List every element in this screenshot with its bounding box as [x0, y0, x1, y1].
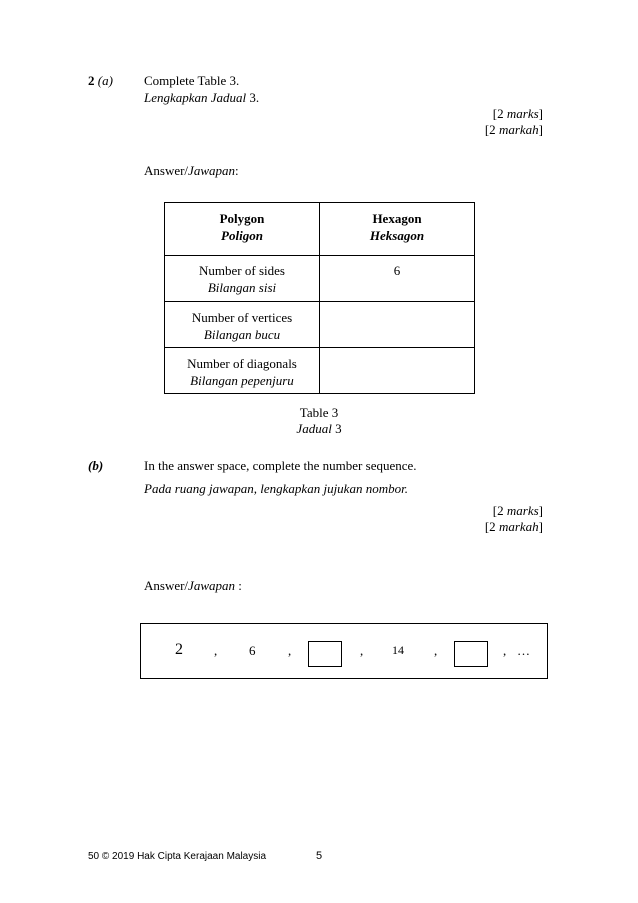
part-b-label: (b): [88, 458, 104, 473]
sequence-separator: ,: [288, 643, 292, 658]
marks-ms-close: ]: [538, 122, 543, 137]
marks-b-en-close: ]: [538, 503, 543, 518]
row-label-en: Number of vertices: [191, 310, 293, 325]
row-value: 6: [393, 263, 401, 278]
answer-label-colon: :: [235, 163, 239, 178]
answer-cell-diagonals[interactable]: [320, 348, 475, 394]
table-header-row: [165, 203, 475, 256]
header-cell-polygon: [165, 203, 320, 256]
row-label-ms: Bilangan pepenjuru: [190, 373, 294, 388]
marks-b-en: [493, 503, 543, 519]
question-number-text: 2: [88, 73, 95, 88]
footer-copyright: 50 © 2019 Hak Cipta Kerajaan Malaysia: [88, 851, 267, 862]
row-label-cell: [165, 302, 320, 348]
table-caption-ms-num: 3: [331, 421, 342, 436]
page-number: 5: [316, 850, 323, 862]
marks-en-word: marks: [506, 106, 539, 121]
answer-label-en: Answer/: [144, 163, 189, 178]
question-number: [88, 73, 113, 89]
instruction-b-en: In the answer space, complete the number sequence.: [144, 458, 417, 473]
polygon-table: [164, 202, 475, 394]
marks-en-close: ]: [538, 106, 543, 121]
marks-ms: [485, 122, 543, 138]
table-row: [165, 348, 475, 394]
row-label-en: Number of diagonals: [187, 356, 297, 371]
table-row: [165, 256, 475, 302]
instruction-b-ms: Pada ruang jawapan, lengkapkan jujukan nombor.: [144, 481, 408, 496]
marks-en: [493, 106, 543, 122]
sequence-separator: ,: [214, 643, 218, 658]
answer-label-b-colon: :: [235, 578, 242, 593]
table-caption-en: Table 3: [299, 405, 339, 420]
marks-b-en-word: marks: [506, 503, 539, 518]
sequence-answer-box: [140, 623, 548, 679]
sequence-blank-1[interactable]: [308, 641, 342, 667]
answer-label-b-en: Answer/: [144, 578, 189, 593]
answer-cell-vertices[interactable]: [320, 302, 475, 348]
marks-ms-word: markah: [498, 122, 539, 137]
sequence-separator: ,: [434, 643, 438, 658]
answer-label-b: [144, 578, 242, 594]
table-caption-ms: [0, 421, 638, 437]
row-label-cell: [165, 348, 320, 394]
table-caption-ms-word: Jadual: [296, 421, 332, 436]
sequence-term-3: 14: [392, 643, 404, 657]
sequence-blank-2[interactable]: [454, 641, 488, 667]
marks-en-open: [2: [492, 106, 507, 121]
row-value-cell: [320, 256, 475, 302]
header-cell-hexagon: [320, 203, 475, 256]
header-polygon-en: Polygon: [219, 211, 265, 226]
marks-ms-open: [2: [484, 122, 499, 137]
sequence-term-2: 6: [249, 643, 256, 658]
answer-label-a: [144, 163, 239, 179]
instruction-ms: [144, 90, 259, 106]
sequence-separator: ,: [503, 643, 507, 658]
row-label-en: Number of sides: [199, 263, 285, 278]
header-hexagon-ms: Heksagon: [369, 228, 425, 243]
sequence-separator: ,: [360, 643, 364, 658]
marks-b-ms-word: markah: [498, 519, 539, 534]
instruction-en: Complete Table 3.: [144, 73, 240, 88]
header-polygon-ms: Poligon: [221, 228, 263, 243]
header-hexagon-en: Hexagon: [372, 211, 422, 226]
answer-label-ms: Jawapan: [188, 163, 235, 178]
row-label-ms: Bilangan sisi: [207, 280, 277, 295]
marks-b-en-open: [2: [492, 503, 507, 518]
part-a-label: (a): [97, 73, 113, 88]
instruction-ms-num: 3.: [246, 90, 260, 105]
marks-b-ms: [485, 519, 543, 535]
marks-b-ms-close: ]: [538, 519, 543, 534]
marks-b-ms-open: [2: [484, 519, 499, 534]
row-label-ms: Bilangan bucu: [203, 327, 281, 342]
answer-label-b-ms: Jawapan: [188, 578, 235, 593]
row-label-cell: [165, 256, 320, 302]
sequence-ellipsis: …: [517, 643, 530, 658]
sequence-term-1: 2: [175, 641, 183, 658]
table-row: [165, 302, 475, 348]
instruction-ms-text: Lengkapkan Jadual: [144, 90, 247, 105]
